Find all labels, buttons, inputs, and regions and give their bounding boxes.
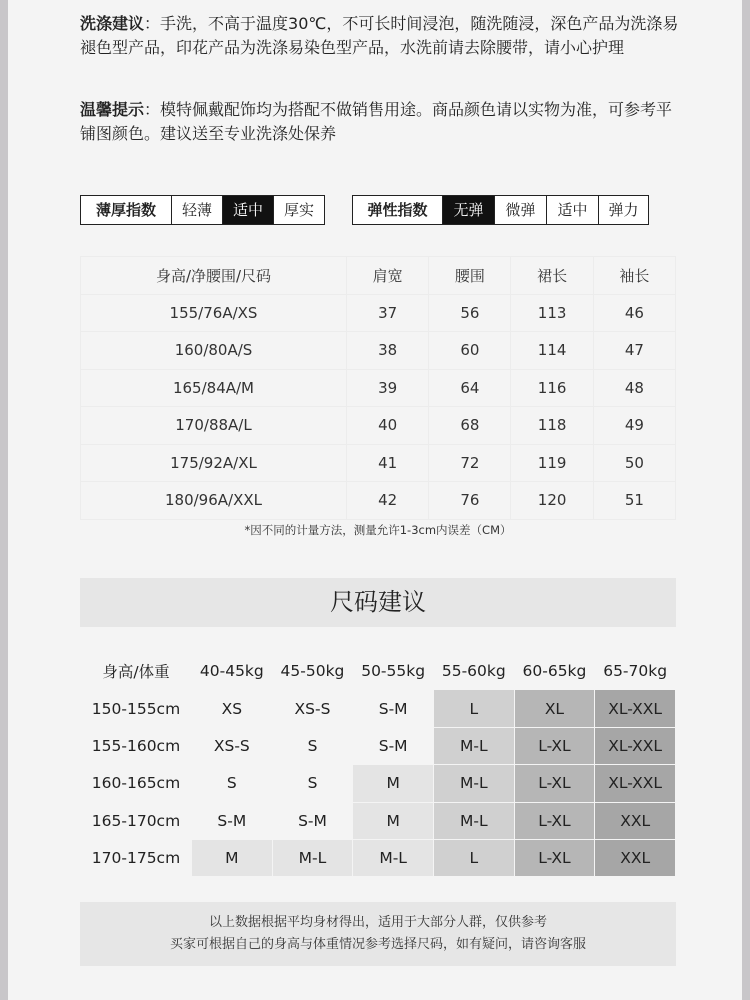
size-chart-cell: 114 [511,332,593,370]
size-chart-cell: 40 [346,407,428,445]
size-chart-row [81,482,676,520]
size-chart [80,256,676,520]
recommendation-cell: S [192,765,273,802]
size-chart-cell: 47 [593,332,675,370]
elasticity-option: 弹力 [598,196,648,224]
recommendation-header-cell: 65-70kg [595,653,676,690]
recommendation-cell: L-XL [514,727,595,764]
elasticity-option: 微弹 [494,196,546,224]
recommendation-row [81,727,676,764]
recommendation-row [81,690,676,727]
size-chart-cell: 160/80A/S [81,332,347,370]
size-chart-cell: 68 [429,407,511,445]
size-chart-cell: 60 [429,332,511,370]
size-chart-cell: 120 [511,482,593,520]
size-chart-cell: 64 [429,369,511,407]
size-chart-row [81,332,676,370]
recommendation-row [81,802,676,839]
size-chart-cell: 48 [593,369,675,407]
thickness-option: 适中 [222,196,273,224]
recommendation-cell: L-XL [514,802,595,839]
size-chart-cell: 116 [511,369,593,407]
recommendation-cell: XXL [595,802,676,839]
recommendation-cell: L [433,690,514,727]
size-chart-cell: 37 [346,294,428,332]
size-chart-cell: 113 [511,294,593,332]
size-chart-cell: 76 [429,482,511,520]
recommendation-cell: XL [514,690,595,727]
size-chart-cell: 38 [346,332,428,370]
recommendation-header-cell: 40-45kg [192,653,273,690]
recommendation-cell: XL-XXL [595,690,676,727]
care-label: 洗涤建议 [80,14,145,33]
size-chart-cell: 39 [346,369,428,407]
size-chart-row [81,294,676,332]
recommendation-cell: M-L [433,765,514,802]
size-recommendation-table [80,652,676,877]
recommendation-cell: S [272,765,353,802]
recommendation-cell: M-L [353,839,434,876]
size-chart-cell: 49 [593,407,675,445]
size-recommendation-title: 尺码建议 [80,578,676,627]
recommendation-row-label: 170-175cm [81,839,192,876]
care-text: ：手洗，不高于温度30℃，不可长时间浸泡，随洗随浸，深色产品为洗涤易褪色型产品，印花产品为洗涤易染色型产品，水洗前请去除腰带，请小心护理 [80,14,679,57]
recommendation-cell: S-M [353,727,434,764]
recommendation-cell: M-L [433,727,514,764]
recommendation-row-label: 155-160cm [81,727,192,764]
size-chart-cell: 170/88A/L [81,407,347,445]
size-chart-cell: 165/84A/M [81,369,347,407]
size-chart-cell: 41 [346,444,428,482]
recommendation-cell: L [433,839,514,876]
recommendation-row-label: 165-170cm [81,802,192,839]
size-chart-cell: 51 [593,482,675,520]
elasticity-index [352,195,649,225]
recommendation-header [81,653,676,690]
warm-tips [80,98,680,146]
recommendation-cell: XXL [595,839,676,876]
recommendation-cell: XS-S [272,690,353,727]
thickness-index [80,195,325,225]
recommendation-header-cell: 50-55kg [353,653,434,690]
size-chart-cell: 119 [511,444,593,482]
size-chart-header-cell: 肩宽 [346,257,428,295]
size-chart-cell: 46 [593,294,675,332]
thickness-option: 厚实 [273,196,324,224]
elasticity-label: 弹性指数 [367,201,428,219]
recommendation-cell: S [272,727,353,764]
size-chart-header-cell: 裙长 [511,257,593,295]
recommendation-row-label: 160-165cm [81,765,192,802]
recommendation-header-cell: 45-50kg [272,653,353,690]
footer-line-2: 买家可根据自己的身高与体重情况参考选择尺码，如有疑问，请咨询客服 [169,937,586,952]
size-chart-row [81,444,676,482]
recommendation-cell: XL-XXL [595,727,676,764]
recommendation-cell: XL-XXL [595,765,676,802]
recommendation-cell: M-L [272,839,353,876]
footer-line-1: 以上数据根据平均身材得出，适用于大部分人群，仅供参考 [208,915,547,930]
size-chart-cell: 118 [511,407,593,445]
recommendation-cell: S-M [353,690,434,727]
size-chart-cell: 42 [346,482,428,520]
size-chart-row [81,369,676,407]
recommendation-cell: M [353,802,434,839]
recommendation-cell: L-XL [514,839,595,876]
thickness-label: 薄厚指数 [95,201,156,219]
size-chart-header [81,257,676,295]
tips-label: 温馨提示 [80,100,145,119]
recommendation-header-cell: 身高/体重 [81,653,192,690]
elasticity-option: 适中 [546,196,598,224]
recommendation-row [81,765,676,802]
recommendation-row-label: 150-155cm [81,690,192,727]
recommendation-header-cell: 60-65kg [514,653,595,690]
size-chart-cell: 155/76A/XS [81,294,347,332]
product-detail-page [8,0,742,1000]
size-chart-header-cell: 身高/净腰围/尺码 [81,257,347,295]
tips-text: ：模特佩戴配饰均为搭配不做销售用途。商品颜色请以实物为准，可参考平铺图颜色。建议送至专业洗涤处保养 [80,100,673,143]
recommendation-header-cell: 55-60kg [433,653,514,690]
size-chart-header-cell: 腰围 [429,257,511,295]
recommendation-row [81,839,676,876]
recommendation-cell: S-M [272,802,353,839]
size-chart-header-cell: 袖长 [593,257,675,295]
size-chart-cell: 50 [593,444,675,482]
thickness-option: 轻薄 [171,196,222,224]
measure-note: *因不同的计量方法，测量允许1-3cm内误差（CM） [244,523,512,537]
recommendation-cell: S-M [192,802,273,839]
size-chart-cell: 56 [429,294,511,332]
recommendation-cell: M [192,839,273,876]
size-chart-row [81,407,676,445]
recommendation-cell: M-L [433,802,514,839]
recommendation-cell: XS-S [192,727,273,764]
elasticity-option: 无弹 [442,196,494,224]
size-chart-cell: 175/92A/XL [81,444,347,482]
size-chart-cell: 72 [429,444,511,482]
recommendation-cell: M [353,765,434,802]
recommendation-cell: L-XL [514,765,595,802]
care-instructions [80,12,680,60]
footer-note [80,902,676,966]
size-chart-cell: 180/96A/XXL [81,482,347,520]
recommendation-cell: XS [192,690,273,727]
